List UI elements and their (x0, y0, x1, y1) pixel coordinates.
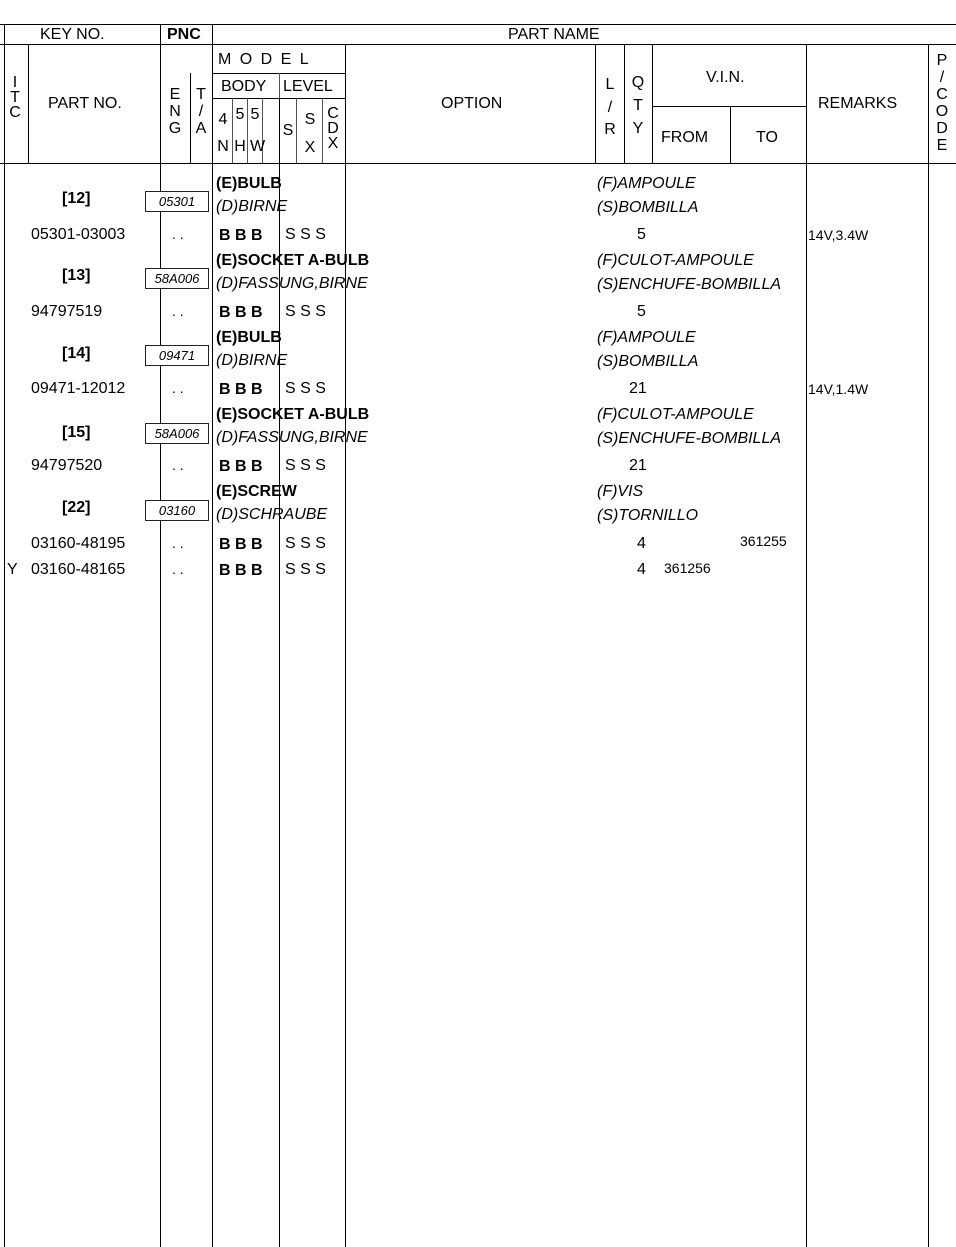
part-name-german: (D)FASSUNG,BIRNE (216, 275, 368, 292)
pcode-header-d: D (936, 120, 948, 137)
col-line-left (4, 24, 5, 1247)
pnc-code: 09471 (145, 345, 209, 366)
col-line-body-level (279, 73, 280, 98)
part-name-german: (D)FASSUNG,BIRNE (216, 429, 368, 446)
pnc-code: 03160 (145, 500, 209, 521)
pcode-header-slash: / (939, 69, 945, 86)
col-line-qty (624, 44, 625, 163)
part-name-french: (F)AMPOULE (597, 175, 696, 192)
body-availability: B B B (219, 227, 263, 244)
body-header: BODY (221, 78, 267, 95)
body-5h-bottom: H (234, 138, 246, 155)
key-no: [22] (62, 499, 91, 516)
qty-header-q: Q (631, 74, 645, 91)
col-line-pcode (928, 44, 929, 1247)
col-line-model-level (279, 73, 280, 1247)
col-line-remarks (806, 44, 807, 1247)
quantity: 5 (637, 303, 646, 320)
level-availability: S S S (285, 303, 326, 320)
part-number: 94797519 (31, 303, 103, 320)
eng-ta-dots: . . (172, 457, 184, 473)
part-name-english: (E)SOCKET A-BULB (216, 252, 370, 269)
key-no: [14] (62, 345, 91, 362)
part-name-english: (E)BULB (216, 175, 282, 192)
level-sx-s: S (304, 111, 316, 128)
part-name-spanish: (S)TORNILLO (597, 507, 699, 524)
level-availability: S S S (285, 535, 326, 552)
eng-ta-dots: . . (172, 561, 184, 577)
level-s: S (282, 122, 294, 139)
part-name-spanish: (S)BOMBILLA (597, 199, 699, 216)
part-number: 94797520 (31, 457, 103, 474)
level-availability: S S S (285, 561, 326, 578)
itc-header-i: I (12, 74, 18, 91)
header-bottom-border (0, 163, 956, 164)
qty-header-t: T (633, 97, 643, 114)
part-name-german: (D)SCHRAUBE (216, 506, 328, 523)
part-number: 09471-12012 (31, 380, 126, 397)
body-4n-top: 4 (218, 111, 228, 128)
eng-ta-dots: . . (172, 226, 184, 242)
part-name-english: (E)BULB (216, 329, 282, 346)
level-cdx-d: D (327, 120, 339, 137)
part-name-french: (F)VIS (597, 483, 644, 500)
level-sx-x: X (304, 139, 316, 156)
level-cdx-c: C (327, 105, 339, 122)
quantity: 21 (629, 457, 647, 474)
body-availability: B B B (219, 536, 263, 553)
col-line-lr (595, 44, 596, 163)
quantity: 4 (637, 561, 646, 578)
body-availability: B B B (219, 304, 263, 321)
itc-flag: Y (7, 561, 18, 578)
remarks-value: 14V,3.4W (808, 227, 869, 243)
level-availability: S S S (285, 457, 326, 474)
vin-to-header: TO (756, 129, 778, 146)
pcode-header-e: E (936, 137, 948, 154)
top-border (0, 24, 956, 25)
part-name-english: (E)SOCKET A-BULB (216, 406, 370, 423)
level-availability: S S S (285, 226, 326, 243)
body-availability: B B B (219, 381, 263, 398)
pnc-code: 05301 (145, 191, 209, 212)
pcode-header-p: P (936, 52, 948, 69)
ta-header-slash: / (198, 103, 204, 120)
body-5w-top: 5 (250, 106, 260, 123)
col-line-from-to (730, 106, 731, 163)
ta-header-a: A (195, 120, 207, 137)
col-line-pnc (212, 24, 213, 1247)
quantity: 5 (637, 226, 646, 243)
part-number: 05301-03003 (31, 226, 126, 243)
quantity: 21 (629, 380, 647, 397)
eng-ta-dots: . . (172, 303, 184, 319)
itc-header-c: C (9, 104, 21, 121)
pcode-header-c: C (936, 86, 948, 103)
key-no: [15] (62, 424, 91, 441)
lr-header-l: L (605, 76, 615, 93)
pcode-header-o: O (935, 103, 949, 120)
key-no: [13] (62, 267, 91, 284)
qty-header-y: Y (632, 120, 644, 137)
part-number: 03160-48195 (31, 535, 126, 552)
eng-header-e: E (169, 86, 181, 103)
remarks-value: 14V,1.4W (808, 381, 869, 397)
vin-header: V.I.N. (706, 69, 745, 86)
col-line-itc (28, 44, 29, 163)
body-5w-bottom: W (250, 138, 266, 155)
part-name-spanish: (S)ENCHUFE-BOMBILLA (597, 276, 782, 293)
pnc-header: PNC (167, 26, 201, 43)
itc-header-t: T (10, 89, 20, 106)
part-number: 03160-48165 (31, 561, 126, 578)
part-name-german: (D)BIRNE (216, 352, 288, 369)
quantity: 4 (637, 535, 646, 552)
vin-divider (652, 106, 806, 107)
body-availability: B B B (219, 458, 263, 475)
remarks-header: REMARKS (818, 95, 898, 112)
option-header: OPTION (441, 95, 503, 112)
pnc-code: 58A006 (145, 268, 209, 289)
col-line-s (296, 98, 297, 163)
pnc-code: 58A006 (145, 423, 209, 444)
eng-header-g: G (168, 120, 182, 137)
level-cdx-x: X (327, 135, 339, 152)
eng-ta-dots: . . (172, 535, 184, 551)
body-availability: B B B (219, 562, 263, 579)
vin-to-value: 361255 (740, 533, 787, 549)
part-no-header: PART NO. (48, 95, 122, 112)
key-no-header: KEY NO. (40, 26, 105, 43)
level-header: LEVEL (283, 78, 333, 95)
part-name-english: (E)SCREW (216, 483, 297, 500)
col-line-option (345, 44, 346, 1247)
lr-header-r: R (604, 121, 616, 138)
part-name-spanish: (S)BOMBILLA (597, 353, 699, 370)
part-name-header: PART NAME (508, 26, 600, 43)
part-name-german: (D)BIRNE (216, 198, 288, 215)
col-line-vin (652, 44, 653, 163)
part-name-french: (F)CULOT-AMPOULE (597, 252, 754, 269)
part-name-french: (F)CULOT-AMPOULE (597, 406, 754, 423)
part-name-french: (F)AMPOULE (597, 329, 696, 346)
body-4n-bottom: N (217, 138, 229, 155)
key-no: [12] (62, 190, 91, 207)
header-divider (0, 44, 956, 45)
lr-header-slash: / (607, 99, 613, 116)
eng-header-n: N (169, 103, 181, 120)
level-availability: S S S (285, 380, 326, 397)
eng-ta-dots: . . (172, 380, 184, 396)
vin-from-value: 361256 (664, 560, 711, 576)
vin-from-header: FROM (661, 129, 709, 146)
model-header: M O D E L (218, 51, 311, 68)
col-line-sx (322, 98, 323, 163)
body-5h-top: 5 (235, 106, 245, 123)
part-name-spanish: (S)ENCHUFE-BOMBILLA (597, 430, 782, 447)
ta-header-t: T (196, 86, 206, 103)
col-line-eng (190, 73, 191, 163)
